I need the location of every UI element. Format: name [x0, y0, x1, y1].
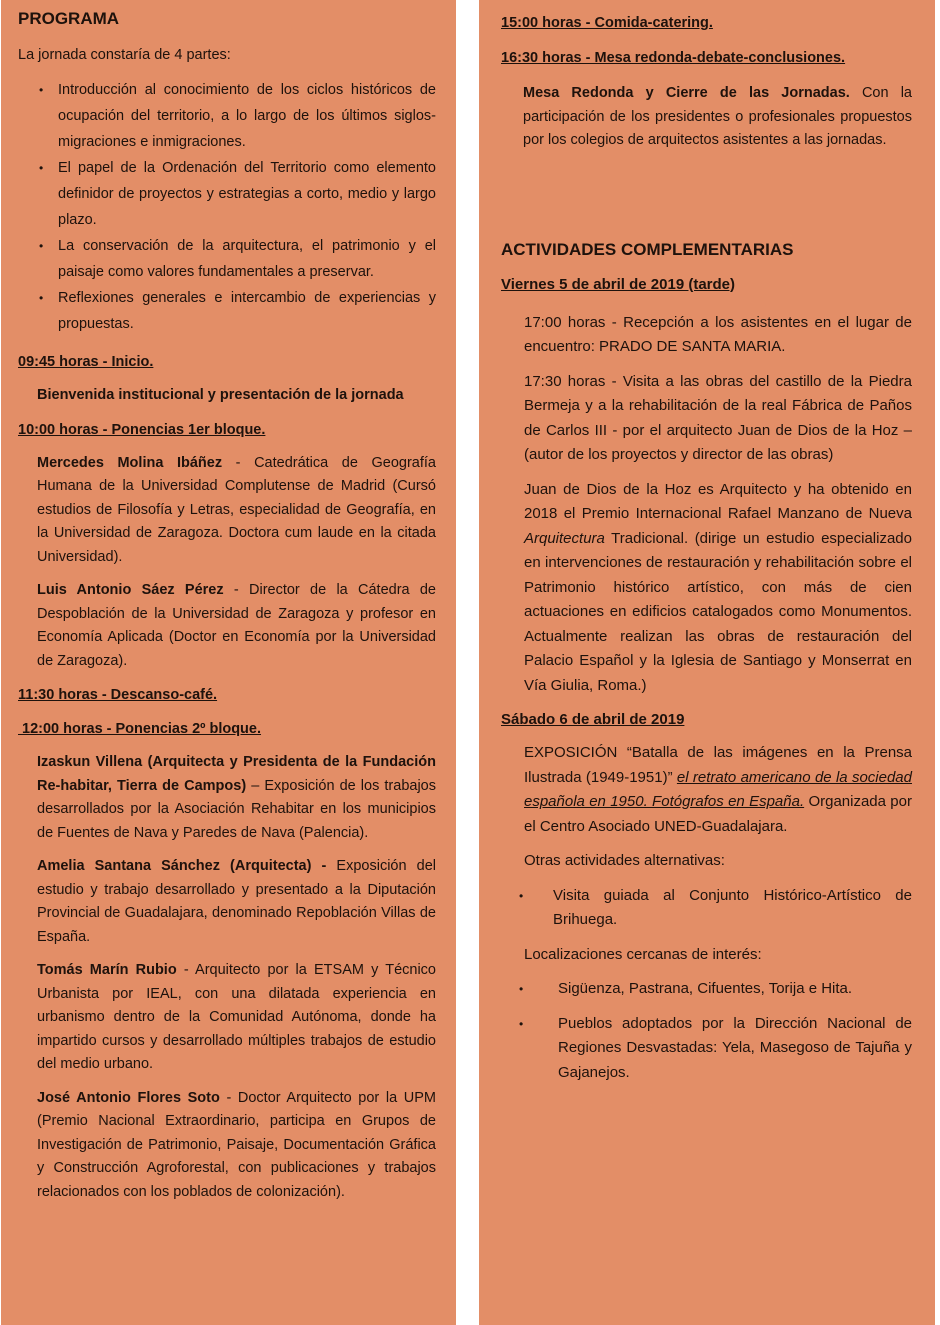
list-item: • Sigüenza, Pastrana, Cifuentes, Torija e Hita. — [501, 977, 912, 1002]
speaker-molina — [18, 452, 436, 570]
architect-bio — [501, 478, 912, 699]
speaker-santana — [18, 855, 436, 949]
list-item: • Reflexiones generales e intercambio de experiencias y propuestas. — [18, 285, 436, 337]
list-item: • La conservación de la arquitectura, el patrimonio y el paisaje como valores fundamentales a preservar. — [18, 233, 436, 285]
program-intro: La jornada constaría de 4 partes: — [18, 47, 231, 63]
program-heading: PROGRAMA — [18, 9, 120, 28]
welcome-text: Bienvenida institucional y presentación de la jornada — [37, 387, 404, 403]
speaker-bio: – Exposición de los trabajos desarrollados por la Asociación Rehabitar en los municipios de Fuentes de Nava y Paredes de Nava (Palencia). — [37, 777, 436, 841]
speaker-name: Tomás Marín Rubio — [37, 962, 177, 978]
speaker-bio: - Arquitecto por la ETSAM y Técnico Urbanista por IEAL, con una dilatada experiencia en urbanismo dentro de la Comunidad Autónoma, donde ha impartido cursos y desarrollado múltiples trabajos de estudio del medio urbano. — [37, 962, 436, 1072]
schedule-time-1200: 12:00 horas - Ponencias 2º bloque. — [18, 721, 262, 737]
nearby-locations-label: Localizaciones cercanas de interés: — [524, 945, 762, 963]
other-activities-list — [501, 884, 912, 933]
speaker-villena — [18, 751, 436, 845]
architect-bio-text: Tradicional. (dirige un estudio especializado en intervenciones de restauración y rehabilitación sobre el Patrimonio histórico artístico, con más de cien actuaciones en edificios catalogados como Monumentos. Actualmente realizan las obras de restauración del Palacio Español y la Iglesia de Santiago y Monserrat en Vía Giulia, Roma.) — [524, 529, 912, 694]
speaker-flores — [18, 1087, 436, 1205]
round-table-description: Con la participación de los presidentes o profesionales propuestos por los colegios de arquitectos asistentes a las jornadas. — [523, 85, 912, 148]
speaker-saez — [18, 579, 436, 673]
speaker-bio: - Director de la Cátedra de Despoblación de la Universidad de Zaragoza y profesor en Economía Aplicada (Doctor en Economía por la Universidad de Zaragoza). — [37, 582, 436, 669]
speaker-name: Mercedes Molina Ibáñez — [37, 454, 223, 471]
speaker-name: José Antonio Flores Soto — [37, 1089, 220, 1106]
schedule-time-1500: 15:00 horas - Comida-catering. — [501, 15, 713, 31]
list-item: • Pueblos adoptados por la Dirección Nacional de Regiones Desvastadas: Yela, Masegoso de Tajuña y Gajanejos. — [501, 1012, 912, 1086]
schedule-time-1630: 16:30 horas - Mesa redonda-debate-conclusiones. — [501, 50, 846, 66]
schedule-time-1000: 10:00 horas - Ponencias 1er bloque. — [18, 421, 266, 438]
round-table-text — [501, 82, 912, 153]
exhibition-text — [501, 741, 912, 839]
activity-visit: 17:30 horas - Visita a las obras del castillo de la Piedra Bermeja y a la rehabilitación de la real Fábrica de Paños de Carlos III - por el arquitecto Juan de Dios de la Hoz – (autor de los proyectos y director de las obras) — [524, 372, 912, 463]
list-item: • Introducción al conocimiento de los ciclos históricos de ocupación del territorio, a lo largo de los últimos siglos- migraciones e inmigraciones. — [18, 77, 436, 155]
schedule-time-1130: 11:30 horas - Descanso-café. — [18, 687, 218, 703]
activity-reception: 17:00 horas - Recepción a los asistentes en el lugar de encuentro: PRADO DE SANTA MARIA. — [524, 313, 912, 355]
speaker-bio: Exposición del estudio y trabajo desarrollado y presentado a la Diputación Provincial de Guadalajara, denominado Repoblación Villas de España. — [37, 858, 436, 945]
nearby-locations-list — [501, 977, 912, 1085]
day-friday: Viernes 5 de abril de 2019 (tarde) — [501, 275, 736, 293]
program-column — [1, 0, 456, 1325]
speaker-name: Luis Antonio Sáez Pérez — [37, 582, 224, 598]
exhibition-subtitle: el retrato americano de la sociedad española en 1950. Fotógrafos en España. — [524, 768, 912, 810]
list-item: • El papel de la Ordenación del Territorio como elemento definidor de proyectos y estrategias a corto, medio y largo plazo. — [18, 155, 436, 233]
architect-bio-italic: Arquitectura — [524, 529, 605, 547]
exhibition-title: EXPOSICIÓN “Batalla de las imágenes en la Prensa Ilustrada (1949-1951)” — [524, 744, 912, 786]
exhibition-organizer: Organizada por el Centro Asociado UNED-Guadalajara. — [524, 793, 912, 835]
architect-bio-text: Juan de Dios de la Hoz es Arquitecto y ha obtenido en 2018 el Premio Internacional Rafael Manzano de Nueva — [524, 480, 912, 522]
activities-column — [479, 0, 935, 1325]
program-parts-list — [18, 77, 436, 337]
schedule-time-0945: 09:45 horas - Inicio. — [18, 354, 154, 370]
activities-heading: ACTIVIDADES COMPLEMENTARIAS — [501, 239, 794, 259]
day-saturday: Sábado 6 de abril de 2019 — [501, 711, 685, 728]
speaker-marin — [18, 959, 436, 1077]
speaker-name: Amelia Santana Sánchez (Arquitecta) - — [37, 858, 327, 874]
list-item: • Visita guiada al Conjunto Histórico-Artístico de Brihuega. — [501, 884, 912, 933]
round-table-title: Mesa Redonda y Cierre de las Jornadas. — [523, 85, 850, 101]
speaker-bio: - Doctor Arquitecto por la UPM (Premio Nacional Extraordinario, participa en Grupos de Investigación de Patrimonio, Paisaje, Documentación Gráfica y Construcción Agroforestal, con publicaciones y trabajos relacionados con los poblados de colonización). — [37, 1089, 436, 1200]
speaker-bio: - Catedrática de Geografía Humana de la Universidad Complutense de Madrid (Cursó estudios de Filosofía y Letras, especialidad de Geografía, en la Universidad de Zaragoza. Doctora cum laude en la citada Universidad). — [37, 454, 436, 565]
other-activities-label: Otras actividades alternativas: — [524, 852, 725, 869]
speaker-name: Izaskun Villena (Arquitecta y Presidenta de la Fundación Re-habitar, Tierra de Campos) — [37, 754, 436, 794]
